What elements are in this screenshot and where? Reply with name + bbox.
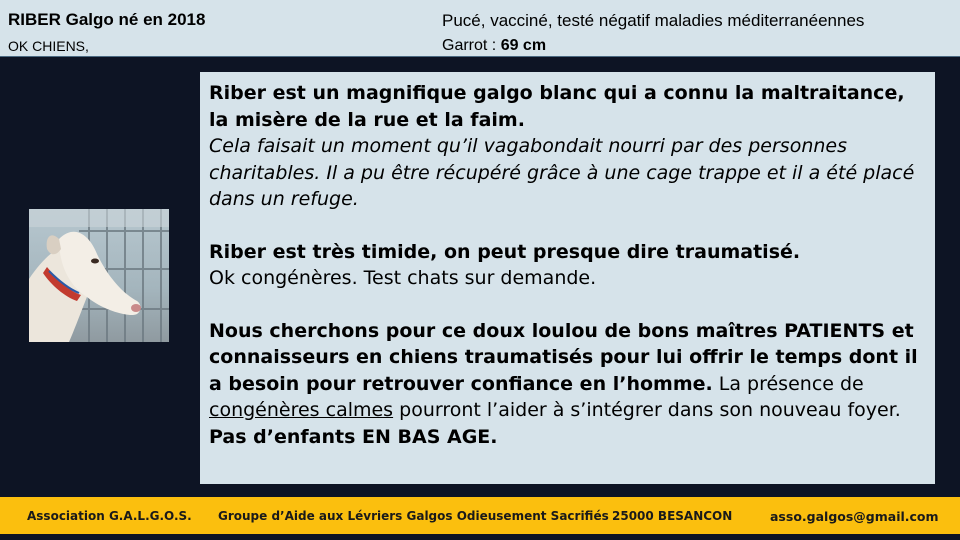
paragraph-story	[209, 80, 925, 213]
story-bold-text: Riber est un magnifique galgo blanc qui a connu la maltraitance, la misère de la rue et la faim.	[209, 82, 905, 131]
description-panel	[200, 72, 935, 484]
adoption-underlined-text: congénères calmes	[209, 399, 394, 421]
garrot-label: Garrot :	[442, 37, 501, 54]
adoption-text-a: La présence de	[712, 372, 864, 395]
adoption-bold-text: Nous cherchons pour ce doux loulou de bons maîtres PATIENTS et connaisseurs en chiens traumatisés pour lui offrir le temps dont il a besoin pour retrouver confiance en l’homme.	[209, 319, 918, 395]
header-bar	[0, 0, 960, 57]
galgo-dog-photo-icon	[29, 209, 169, 342]
association-email: asso.galgos@gmail.com	[770, 509, 939, 524]
paragraph-temperament	[209, 239, 925, 292]
garrot-value: 69 cm	[500, 37, 547, 54]
health-status: Pucé, vacciné, testé négatif maladies méditerranéennes	[442, 11, 865, 30]
story-italic-text: Cela faisait un moment qu’il vagabondait nourri par des personnes charitables. Il a pu être récupéré grâce à une cage trappe et il a été placé dans un refuge.	[209, 135, 915, 210]
children-warning: Pas d’enfants EN BAS AGE.	[209, 425, 498, 448]
compatibility-dogs: OK CHIENS,	[8, 38, 89, 54]
association-name: Association G.A.L.G.O.S.	[27, 509, 192, 523]
temperament-bold-text: Riber est très timide, on peut presque dire traumatisé.	[209, 240, 801, 263]
association-full-name: Groupe d’Aide aux Lévriers Galgos Odieusement Sacrifiés	[218, 509, 609, 523]
footer-bar	[0, 497, 960, 534]
dog-photo	[29, 209, 169, 342]
temperament-text: Ok congénères. Test chats sur demande.	[209, 267, 597, 289]
garrot-info	[442, 37, 546, 55]
association-city: 25000 BESANCON	[612, 509, 733, 523]
paragraph-adoption	[209, 318, 925, 451]
adoption-text-b: pourront l’aider à s’intégrer dans son nouveau foyer.	[393, 399, 901, 421]
dog-name-title: RIBER Galgo né en 2018	[8, 10, 206, 29]
